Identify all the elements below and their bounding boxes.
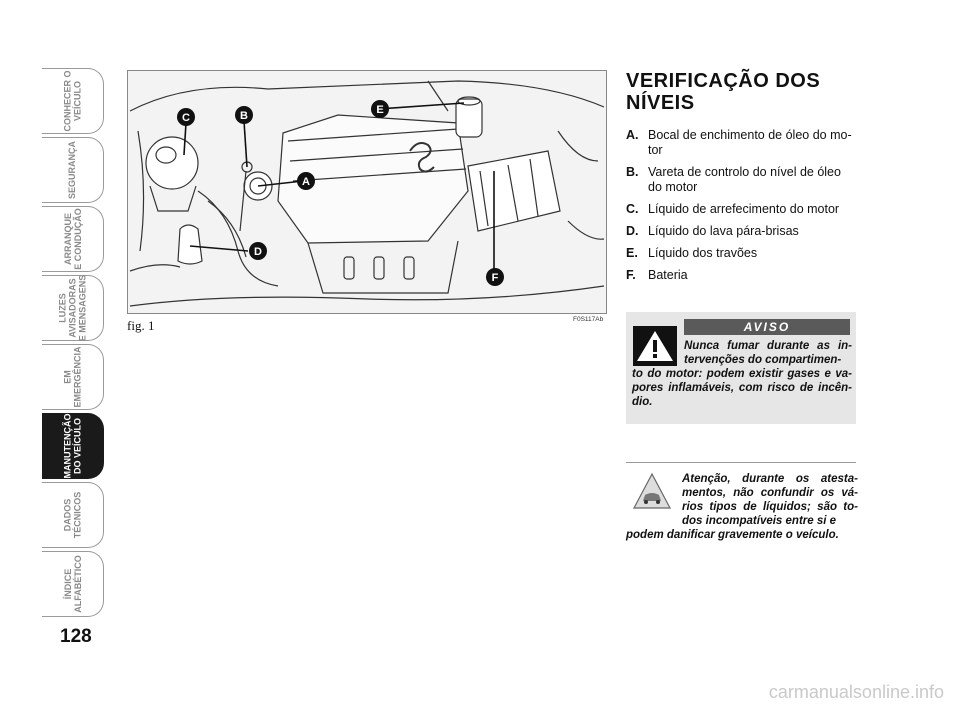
svg-text:B: B (240, 110, 248, 122)
svg-text:A: A (302, 176, 310, 188)
callout-b (235, 106, 253, 124)
svg-text:E: E (376, 104, 384, 116)
callout-e (371, 100, 389, 118)
tab-seguranca[interactable]: SEGURANÇA (42, 137, 104, 203)
aviso-heading: AVISO (684, 319, 850, 335)
engine-bay-illustration (128, 71, 606, 313)
tab-arranque-e-conducao[interactable]: ARRANQUE E CONDUÇÃO (42, 206, 104, 272)
note-divider (626, 462, 856, 463)
watermark: carmanualsonline.info (768, 682, 944, 702)
tab-dados-tecnicos[interactable]: DADOS TÉCNICOS (42, 482, 104, 548)
callout-f (486, 268, 504, 286)
legend-item-e: E. Líquido dos travões (626, 246, 758, 260)
tab-indice-alfabetico[interactable]: ÍNDICE ALFABÉTICO (42, 551, 104, 617)
note-text: Atenção, durante os atesta-mentos, não confundir os vá-rios tipos de líquidos; são to-dos incompatíveis entre si e podem danificar gravemente o veículo. (626, 473, 858, 541)
warning-text: Nunca fumar durante as in-tervenções do compartimen- to do motor: podem existir gases e va-pores inflamáveis, com risco de incên-dio. (632, 340, 852, 408)
svg-text:F: F (491, 272, 499, 284)
tab-em-emergencia[interactable]: EM EMERGÊNCIA (42, 344, 104, 410)
page-number: 128 (60, 626, 92, 647)
callout-d (249, 242, 267, 260)
svg-text:C: C (182, 112, 190, 124)
legend-item-c: C. Líquido de arrefecimento do motor (626, 202, 840, 216)
tab-manutencao-do-veiculo[interactable]: MANUTENÇÃO DO VEÍCULO (42, 413, 104, 479)
legend-item-b: B. Vareta de controlo do nível de óleo do motor (626, 165, 841, 194)
svg-text:D: D (254, 246, 262, 258)
note-box (626, 466, 856, 552)
legend-item-a: A. Bocal de enchimento de óleo do mo-tor (626, 128, 852, 157)
engine-bay-figure (127, 70, 607, 314)
warning-box (626, 312, 856, 424)
section-title: VERIFICAÇÃO DOS NÍVEIS (626, 70, 821, 114)
legend-list (626, 128, 858, 290)
tab-conhecer-o-veiculo[interactable]: CONHECER O VEÍCULO (42, 68, 104, 134)
legend-item-f: F. Bateria (626, 268, 688, 282)
callout-c (177, 108, 195, 126)
figure-code: F0S117Ab (573, 316, 604, 323)
tab-luzes-avisadoras[interactable]: LUZES AVISADORAS E MENSAGENS (42, 275, 104, 341)
callout-a (297, 172, 315, 190)
legend-item-d: D. Líquido do lava pára-brisas (626, 224, 799, 238)
figure-caption: fig. 1 (127, 318, 155, 333)
